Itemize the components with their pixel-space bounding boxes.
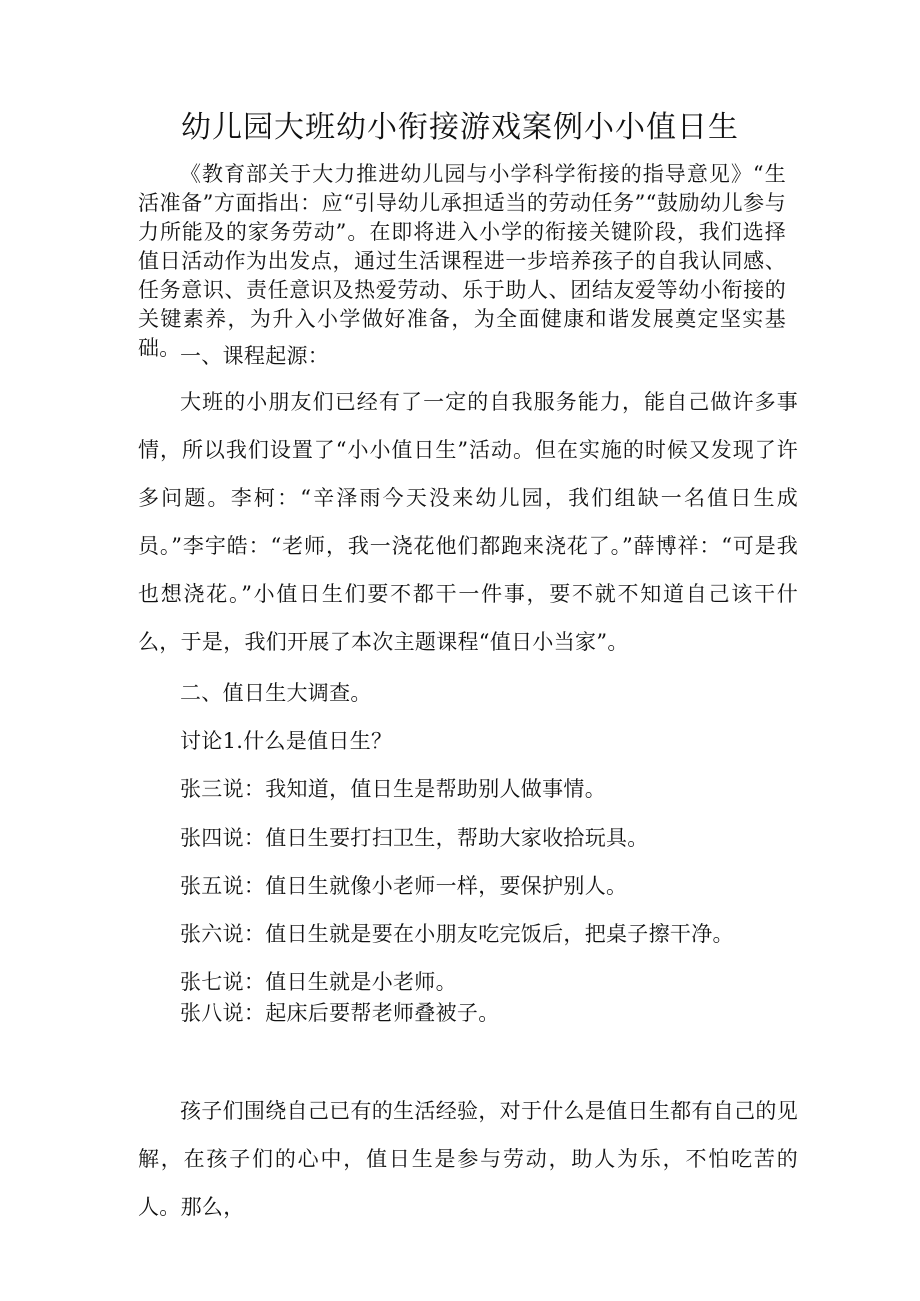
- closing-paragraph: 孩子们围绕自己已有的生活经验，对于什么是值日生都有自己的见解，在孩子们的心中，值日生是参与劳动，助人为乐，不怕吃苦的人。那么，: [138, 1099, 798, 1219]
- statement-item: 张四说：值日生要打扫卫生，帮助大家收拾玩具。: [180, 826, 649, 850]
- statement-item: 张三说：我知道，值日生是帮助别人做事情。: [180, 777, 606, 801]
- statement-item: 张五说：值日生就像小老师一样，要保护别人。: [180, 874, 628, 898]
- section-heading-survey: 二、值日生大调查。: [180, 681, 372, 705]
- document-title: 幼儿园大班幼小衔接游戏案例小小值日生: [181, 110, 739, 145]
- statement-item: 张六说：值日生就是要在小朋友吃完饭后，把桌子擦干净。: [180, 922, 734, 946]
- statement-item: 张八说：起床后要帮老师叠被子。: [180, 1001, 500, 1025]
- origin-paragraph: 大班的小朋友们已经有了一定的自我服务能力，能自己做许多事情，所以我们设置了“小小值日生”活动。但在实施的时候又发现了许多问题。李柯：“辛泽雨今天没来幼儿园，我们组缺一名值日生成员。”李宇皓：“老师，我一浇花他们都跑来浇花了。”薛博祥：“可是我也想浇花。”小值日生们要不都干一件事，要不就不知道自己该干什么，于是，我们开展了本次主题课程“值日小当家”。: [138, 390, 798, 654]
- discussion-title: 讨论1.什么是值日生？: [180, 729, 393, 753]
- section-heading-origin: 一、课程起源：: [180, 344, 330, 368]
- intro-paragraph: 《教育部关于大力推进幼儿园与小学科学衔接的指导意见》“生活准备”方面指出：应“引导幼儿承担适当的劳动任务”“鼓励幼儿参与力所能及的家务劳动”。在即将进入小学的衔接关键阶段，我们选择值日活动作为出发点，通过生活课程进一步培养孩子的自我认同感、任务意识、责任意识及热爱劳动、乐于助人、团结友爱等幼小衔接的关键素养，为升入小学做好准备，为全面健康和谐发展奠定坚实基础。: [138, 162, 786, 360]
- statement-item: 张七说：值日生就是小老师。: [180, 970, 457, 994]
